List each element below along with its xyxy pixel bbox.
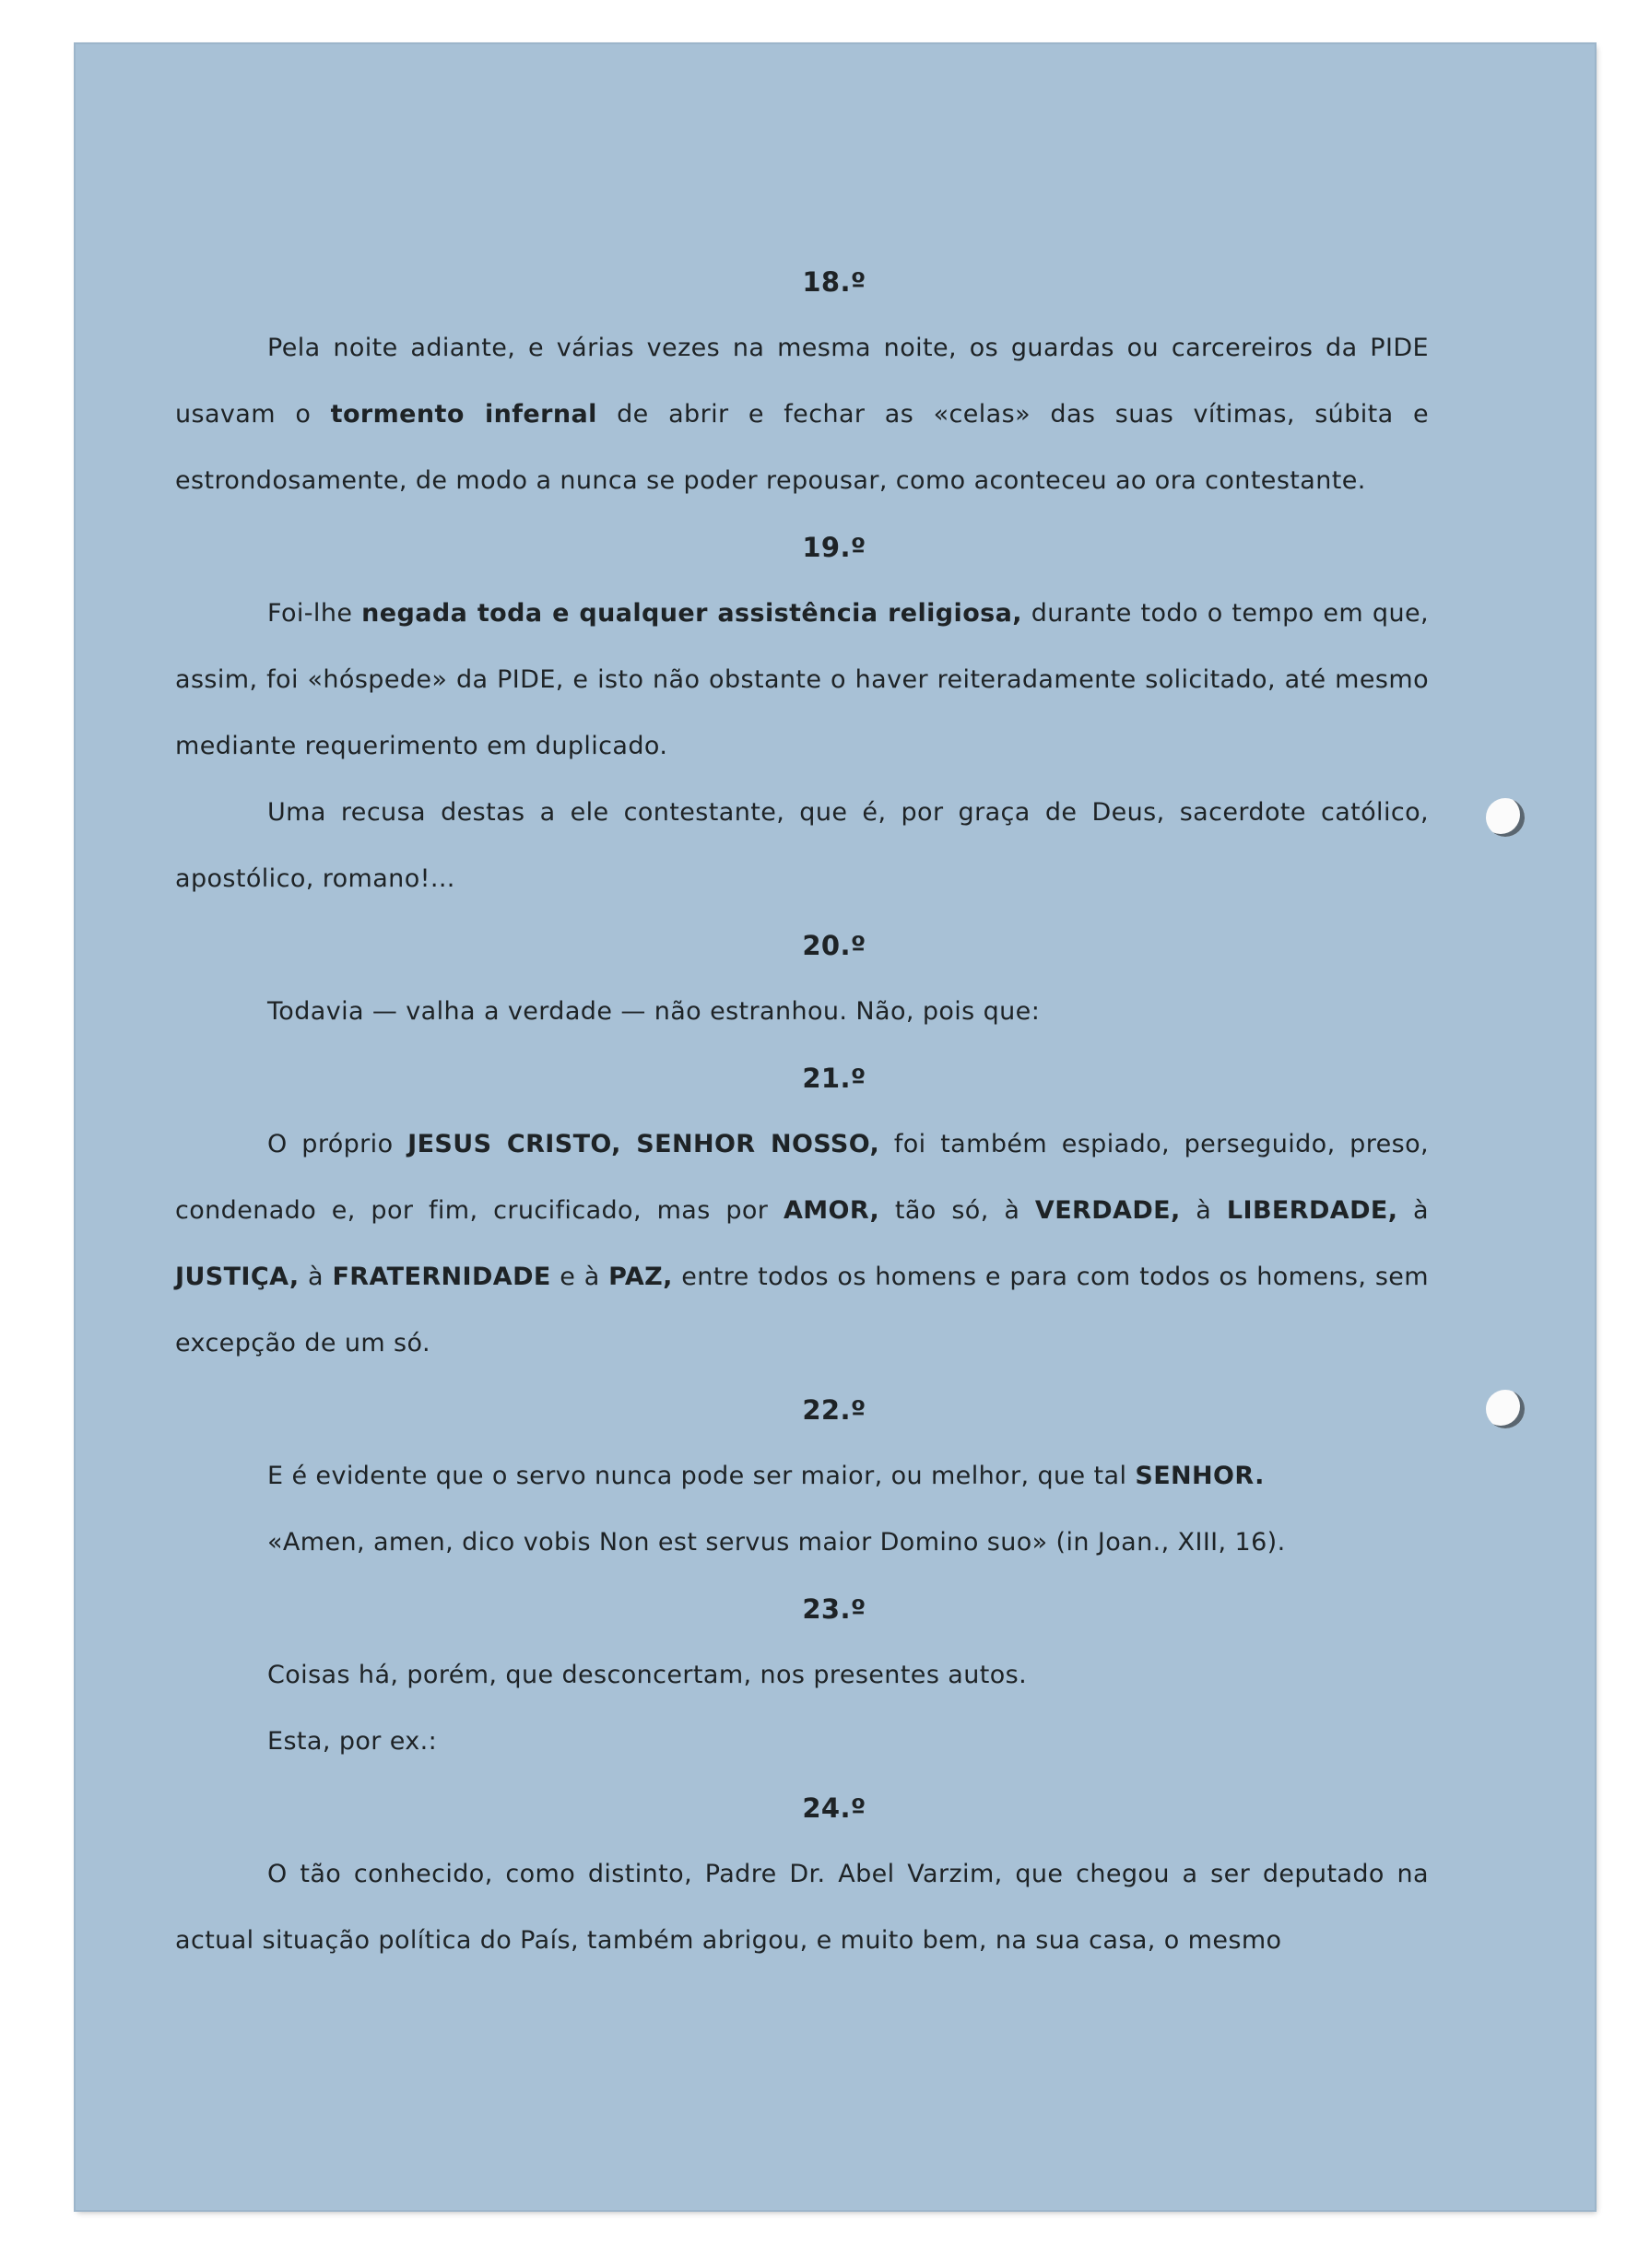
article-number: 23.º [802,1593,866,1625]
emphasis-text: VERDADE, [1034,1196,1181,1225]
article-number: 22.º [802,1394,866,1426]
text-run: entre todos os homens e para com todos os homens, sem excepção de um só. [175,1263,1429,1357]
paragraph [175,1443,1429,1510]
text-run: à [299,1263,333,1291]
text-run: Coisas há, porém, que desconcertam, nos presentes autos. [267,1661,1028,1689]
paragraph [175,581,1429,780]
text-run: Foi-lhe [267,599,362,628]
text-run: Uma recusa destas a ele contestante, que é, por graça de Deus, sacerdote católico, apostólico, romano!... [175,798,1429,893]
text-run: à [1180,1196,1227,1225]
text-run: e à [550,1263,609,1291]
article-number: 21.º [802,1063,866,1094]
emphasis-text: tormento infernal [330,400,597,429]
text-run: O tão conhecido, como distinto, Padre Dr. Abel Varzim, que chegou a ser deputado na actual situação política do País, também abrigou, e muito bem, na sua casa, o mesmo [175,1860,1429,1955]
emphasis-text: AMOR, [783,1196,880,1225]
text-run: E é evidente que o servo nunca pode ser maior, ou melhor, que tal [267,1462,1136,1490]
emphasis-text: JUSTIÇA, [175,1263,300,1291]
text-run: de abrir e fechar as «celas» das suas vítimas, súbita e estrondosamente, de modo a nunca se poder repousar, como aconteceu ao ora contestante. [175,400,1429,495]
article-number: 18.º [802,266,866,298]
document-text [175,249,1429,1974]
text-run: tão só, à [879,1196,1035,1225]
paragraph [175,780,1429,912]
emphasis-text: negada toda e qualquer assistência religiosa, [361,599,1022,628]
article-number: 24.º [802,1792,866,1824]
punch-hole-lower [1486,1390,1525,1428]
paragraph [175,979,1429,1045]
paragraph [175,1642,1429,1709]
emphasis-text: FRATERNIDADE [332,1263,551,1291]
text-run: O próprio [267,1130,408,1158]
paragraph [175,315,1429,514]
emphasis-text: PAZ, [608,1263,673,1291]
document-page [76,44,1595,2210]
text-run: foi também espiado, perseguido, preso, condenado e, por fim, crucificado, mas por [175,1130,1430,1225]
paragraph [175,1111,1429,1377]
text-run: Pela noite adiante, e várias vezes na mesma noite, os guardas ou carcereiros da PIDE usavam o [175,334,1429,429]
article-number: 19.º [802,532,866,563]
text-run: durante todo o tempo em que, assim, foi «hóspede» da PIDE, e isto não obstante o haver reiteradamente solicitado, até mesmo mediante requerimento em duplicado. [175,599,1429,760]
article-number: 20.º [802,930,866,961]
paragraph [175,1510,1429,1576]
text-run: «Amen, amen, dico vobis Non est servus maior Domino suo» (in Joan., XIII, 16). [267,1528,1286,1557]
paragraph [175,1709,1429,1775]
emphasis-text: JESUS CRISTO, SENHOR NOSSO, [407,1130,880,1158]
emphasis-text: LIBERDADE, [1226,1196,1398,1225]
text-run: Esta, por ex.: [267,1727,438,1756]
paragraph [175,1841,1429,1974]
text-run: à [1397,1196,1429,1225]
text-run: Todavia — valha a verdade — não estranhou. Não, pois que: [267,997,1041,1026]
emphasis-text: SENHOR. [1135,1462,1265,1490]
punch-hole-upper [1486,798,1525,837]
